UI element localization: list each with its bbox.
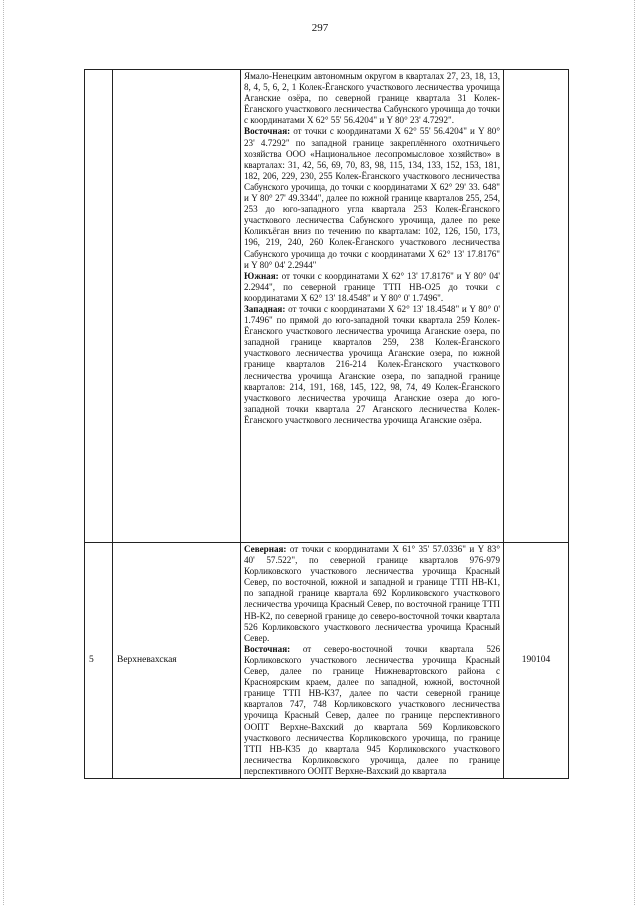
table-row bbox=[85, 70, 569, 543]
north-label: Северная: bbox=[244, 544, 287, 554]
south-boundary bbox=[244, 271, 500, 304]
right-margin-dots bbox=[634, 0, 637, 905]
boundary-description bbox=[241, 70, 504, 543]
east-text: от северо-восточной точки квартала 526 Корликовского участкового лесничества урочища Красный Север, далее по границе Нижневартовского района с Красноярским краем, далее по западной, южной, восточной границе ТТП НВ-К37, далее по части северной границе кварталов 747, 748 Корликовского участкового лесничества урочища Красный Север, далее по границе перспективного ООПТ Верхне-Вахский до квартала 569 Корликовского участкового лесничества Корликовского урочища, по границе ТТП НВ-К35 до квартала 945 Корликовского участкового лесничества Корликовского урочища, далее по границе перспективного ООПТ Верхне-Вахский до квартала bbox=[244, 643, 500, 776]
north-text: от точки с координатами X 61° 35' 57.0336" и Y 83° 40' 57.522", по северной границе кварталов 976-979 Корликовского участкового лесничества урочища Красный Север, по восточной, южной и западной и границе ТТП НВ-К1, по западной границе квартала 692 Корликовского участкового лесничества урочища Красный Север, по восточной границе ТТП НВ-К2, по северной границе до северо-восточной точки квартала 526 Корликовского участкового лесничества урочища Красный Север. bbox=[244, 544, 500, 643]
row-number: 5 bbox=[85, 543, 113, 779]
boundary-continuation: Ямало-Ненецким автономным округом в кварталах 27, 23, 18, 13, 8, 4, 5, 6, 2, 1 Колек-Ёганского участкового лесничества урочища Аганские озёра, по северной границе квартала 31 Колек-Ёганского участкового лесничества Сабунского урочища до точки с координатами X 62° 55' 56.4204" и Y 80° 23' 4.7292". bbox=[244, 71, 501, 126]
south-text: от точки с координатами X 62° 13' 17.8176" и Y 80° 04' 2.2944", по северной границе ТТП НВ-О25 до точки с координатами X 62° 13' 18.4548" и Y 80° 0' 1.7496". bbox=[244, 270, 500, 303]
territory-code bbox=[504, 70, 569, 543]
east-label: Восточная: bbox=[244, 126, 291, 137]
east-text: от точки с координатами X 62° 55' 56.4204" и Y 80° 23' 4.7292" по западной границе закреплённого охотничьего хозяйства ООО «Национальное лесопромысловое хозяйство» в кварталах: 31, 42, 56, 69, 70, 83, 98, 115, 134, 133, 152, 153, 181, 182, 206, 229, 230, 255 Колек-Ёганского участкового лесничества Сабунского урочища, до точки с координатами X 62° 29' 33. 648" и Y 80° 27' 49.3344", далее по южной границе кварталов 255, 254, 253 до юго-западного угла квартала 253 Колек-Ёганского участкового лесничества Сабунского урочища, далее по реке Коликъёган вниз по течению по кварталам: 102, 126, 150, 173, 196, 219, 240, 260 Колек-Ёганского участкового лесничества Сабунского урочища до точки с координатами X 62° 13' 17.8176" и Y 80° 04' 2.2944" bbox=[244, 126, 500, 270]
west-text: от точки с координатами X 62° 13' 18.4548" и Y 80° 0' 1.7496" по прямой до юго-западной точки квартала 259 Колек-Ёганского участкового лесничества урочища Аганские озера, по западной границе кварталов 259, 238 Колек-Ёганского участкового лесничества урочища Аганские озера, по южной границе кварталов 216-214 Колек-Ёганского участкового лесничества урочища Аганские озера, по западной границе кварталов: 214, 191, 168, 145, 122, 98, 74, 49 Колек-Ёганского участкового лесничества урочища Аганские озера до юго-западной точки квартала 27 Аганского лесничества Колек-Ёганского участкового лесничества урочища Аганские озёра. bbox=[244, 303, 500, 425]
west-boundary bbox=[244, 304, 500, 426]
east-boundary bbox=[244, 644, 500, 777]
south-label: Южная: bbox=[244, 270, 279, 281]
territory-name: Верхневахская bbox=[113, 543, 241, 779]
table-row bbox=[85, 543, 569, 779]
territory-name bbox=[113, 70, 241, 543]
left-margin-dots bbox=[3, 0, 6, 905]
north-boundary bbox=[244, 544, 500, 644]
page-number: 297 bbox=[311, 22, 329, 34]
row-number bbox=[85, 70, 113, 543]
east-boundary bbox=[244, 126, 500, 270]
territory-table bbox=[84, 69, 569, 779]
territory-code: 190104 bbox=[504, 543, 569, 779]
west-label: Западная: bbox=[244, 303, 286, 314]
boundary-description bbox=[241, 543, 504, 779]
east-label: Восточная: bbox=[244, 643, 291, 654]
